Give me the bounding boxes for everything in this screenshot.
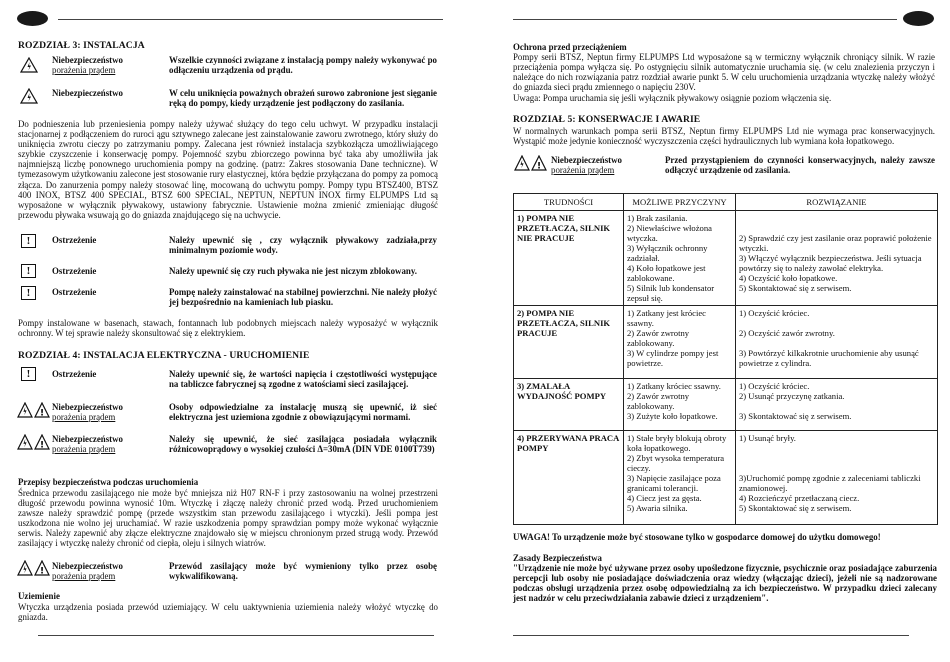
note-label: Ostrzeżenie (52, 287, 97, 297)
overheat-note: Uwaga: Pompa uruchamia się jeśli wyłącznik pływakowy osiągnie poziom włączenia się. (513, 93, 832, 103)
safety-heading-right: Zasady Bezpieczeństwa (513, 553, 602, 563)
double-danger-triangle-icon (17, 560, 51, 576)
svg-text:!: ! (39, 408, 45, 418)
note1-text: Należy upewnić się , czy wyłącznik pływakowy zadziała,przy minimalnym poziomie wody. (169, 235, 437, 256)
svg-text:!: ! (39, 440, 45, 450)
table-row (514, 431, 938, 525)
solution-cell: 1) Oczyścić króciec. 2) Oczyścić zawór zwrotny. 3) Powtórzyć kilkakrotnie uruchomienie aby usunąć powietrze z cylindra. (736, 306, 938, 379)
table-row (514, 211, 938, 306)
note3-text: Pompę należy zainstalować na stabilnej powierzchni. Nie należy płożyć jej bezpośrednio na kamieniach lub piasku. (169, 287, 437, 308)
safety-paragraph-right: "Urządzenie nie może być używane przez osoby upośledzone fizycznie, psychicznie oraz posiadające zaburzenia percepcji lub osoby nie posiadające doświadczenia oraz wiedzy (włączając dzieci), jeżeli nie są nadzorowane podczas obsługi urządzenia przez osobę odpowiedzialną za ich bezpieczeństwo. W przypadku dzieci zalecany jest nadzór w celu przeciwdziałania zabawie dzieci z urządzeniem". (513, 563, 937, 604)
pools-paragraph: Pompy instalowane w basenach, stawach, fontannach lub podobnych miejscach należy wyposażyć w wyłącznik ochronny. W tej sprawie należy skonsultować się z elektrykiem. (18, 318, 438, 339)
table-header: TRUDNOŚCI (514, 194, 624, 211)
exclamation-icon: ! (21, 264, 36, 278)
table-row (514, 306, 938, 379)
bottom-rule-right (513, 635, 909, 636)
danger-triangle-icon (20, 88, 38, 104)
solution-cell: 1) Usunąć bryły. 3)Uruchomić pompę zgodnie z zaleceniami tabliczki znamionowej. 4) Rozcieńczyć przetłaczaną ciecz. 5) Skontaktować się z serwisem. (736, 431, 938, 525)
page-marker-right (903, 11, 934, 26)
double-danger-triangle-icon (514, 155, 548, 171)
causes-cell: 1) Zatkany króciec ssawny. 2) Zawór zwrotny zablokowany. 3) Zużyte koło łopatkowe. (624, 379, 736, 431)
danger3-text: Osoby odpowiedzialne za instalację muszą się upewnić, iż sieć elektryczna jest uziemiona zgodnie z obowiązującymi normami. (169, 402, 437, 423)
double-danger-triangle-icon (17, 402, 51, 418)
solution-cell: 2) Sprawdzić czy jest zasilanie oraz poprawić położenie wtyczki. 3) Włączyć wyłącznik bezpieczeństwa. Jeśli sytuacja powtórzy się to należy zawołać elektryka. 4) Oczyścić koło łopatkowe. 5) Skontaktować się z serwisem. (736, 211, 938, 306)
danger-text: Przed przystąpieniem do czynności konserwacyjnych, należy zawsze odłączyć urządzenie od zasilania. (665, 155, 935, 176)
warn2-text: W celu uniknięcia poważnych obrażeń surowo zabronione jest sięganie ręką do pompy, kiedy urządzenie jest podłączony do zasilania. (169, 88, 437, 109)
safety-paragraph: Średnica przewodu zasilającego nie może być mniejsza niż H07 RN-F i przy zastosowaniu na wolnej przestrzeni długość przewodu powinna wynosić 10m. Wtyczkę i złączę należy chronić przed wodą. Przed uruchomieniem zawsze należy sprawdzić pompę (przede wszystkim stan przewodu zasilającego i wtyczki). Jeśli pompa jest uszkodzona nie wolno jej uruchamiać. W razie uszkodzenia pompy sprawdzian pompy może wykonać wyłącznie serwis. Należy zapewnić aby złącze elektryczne znajdowało się w miejscu chronionym przed strugą wody. Przewód zasilający i wtyczkę należy chronić od ciepła, oleju i silnych wiatrów. (18, 488, 438, 549)
note-label: Ostrzeżenie (52, 369, 97, 379)
note4-text: Należy upewnić się, że wartości napięcia i częstotliwości występujące na tabliczce fabrycznej są zgodne z watościami sieci zasilającej. (169, 369, 437, 390)
danger-label: Niebezpieczeństwo porażenia prądem (52, 402, 123, 423)
earthing-paragraph: Wtyczka urządzenia posiada przewód uziemiający. W celu uaktywnienia uziemienia należy włożyć wtyczkę do gniazda. (18, 602, 438, 623)
exclamation-icon: ! (21, 234, 36, 248)
section4-heading: ROZDZIAŁ 4: INSTALACJA ELEKTRYCZNA - URUCHOMIENIE (18, 350, 310, 361)
causes-cell: 1) Stałe bryły blokują obroty koła łopatkowego. 2) Zbyt wysoka temperatura cieczy. 3) Napięcie zasilające poza granicami tolerancji. 4) Ciecz jest za gęsta. 5) Awaria silnika. (624, 431, 736, 525)
note-label: Ostrzeżenie (52, 266, 97, 276)
danger5-text: Przewód zasilający może być wymieniony tylko przez osobę wykwalifikowaną. (169, 561, 437, 582)
double-danger-triangle-icon (17, 434, 51, 450)
earthing-heading: Uziemienie (18, 591, 60, 601)
danger-triangle-icon (20, 57, 38, 73)
safety-heading: Przepisy bezpieczeństwa podczas uruchomienia (18, 477, 199, 487)
page-right (475, 0, 950, 662)
warn1-text: Wszelkie czynności związane z instalacją pompy należy wykonywać po odłączeniu urządzenia od prądu. (169, 55, 437, 76)
danger-label: Niebezpieczeństwo porażenia prądem (52, 434, 123, 455)
problem-cell: 1) POMPA NIE PRZETŁACZA, SILNIK NIE PRACUJE (514, 211, 624, 306)
uwaga-note: UWAGA! To urządzenie może być stosowane tylko w gospodarce domowej do użytku domowego! (513, 532, 881, 542)
note-label: Ostrzeżenie (52, 235, 97, 245)
troubleshooting-table (513, 193, 938, 525)
exclamation-icon: ! (21, 286, 36, 300)
install-paragraph: Do podnieszenia lub przeniesienia pompy należy używać służący do tego celu uchwyt. W przypadku instalacji stacjonarnej z podłączeniem do ruroci ągu sztywnego zalecane jest zainstalowanie zaworu zwrotnego, który służy do uniknięcia zwrotu cieczy po zatrzymaniu pompy. Zalecana jest również instalacja szybkozłącza umożliwiającego szybkie czyszczenie i konserwację pompy. Pojemność szybu zbiorczego powinna być taka aby umożliwiła jak najmniejszą liczbę ponownego uruchomienia pompy na godzinę. (patrz: Zakres stosowania Dane techniczne). W tymezasowym użytkowaniu zalecone jest stosowanie rury elastycznej, która będzie przyłączana do pompy za pomocą złącza. Do zanurzenia pompy należy stosować linę, mocowaną do uchwytu pompy. Pompy typu BTSZ400, BTSZ 400 INOX, BTSZ 400 SPECIAL, BTSZ 600 SPECIAL, NEPTUN, NEPTUN INOX firmy ELPUMPS Ltd są wyposażone w wyłącznik pływakowy, ustawiony fabrycznie. Ustawienie można zmienić zmieniając długość przewodu pływaka wsuwają go do gniazda znajdującego się na uchwycie. (18, 119, 438, 220)
section3-heading: ROZDZIAŁ 3: INSTALACJA (18, 40, 145, 51)
section5-heading: ROZDZIAŁ 5: KONSERWACJE I AWARIE (513, 114, 701, 125)
danger-label: Niebezpieczeństwo porażenia prądem (551, 155, 622, 176)
table-row (514, 379, 938, 431)
table-header: ROZWIĄZANIE (736, 194, 938, 211)
table-header: MOŻLIWE PRZYCZYNY (624, 194, 736, 211)
page-marker-left (17, 11, 48, 26)
bottom-rule-left (38, 635, 434, 636)
top-rule-right (513, 19, 897, 20)
danger4-text: Należy się upewnić, że sieć zasilająca posiadała wyłącznik różnicowoprądowy o wysokiej czułości Δ=30mA (DIN VDE 0100T739) (169, 434, 437, 455)
table-header-row (514, 194, 938, 211)
overheat-heading: Ochrona przed przeciążeniem (513, 42, 627, 52)
danger-label: Niebezpieczeństwo porażenia prądem (52, 561, 123, 582)
causes-cell: 1) Zatkany jest króciec ssawny. 2) Zawór zwrotny zablokowany. 3) W cylindrze pompy jest powietrze. (624, 306, 736, 379)
causes-cell: 1) Brak zasilania. 2) Niewłaściwe włożona wtyczka. 3) Wyłącznik ochronny zadziałał. 4) Koło łopatkowe jest zablokowane. 5) Silnik lub kondensator zepsuł się. (624, 211, 736, 306)
top-rule-left (58, 19, 443, 20)
overheat-paragraph: Pompy serii BTSZ, Neptun firmy ELPUMPS Ltd wyposażone są w termiczny wyłącznik chroniący silnik. W razie przeciążenia pompa wyłącza się. Po ostygnięciu silnik automatycznie uruchamia się. (w celu znalezienia przyczyn i należące do nich rozwiązania patrz rozdział awarie punkt 5. W celu uruchomienia urządzania wtyczkę należy włożyć do gniazda sieci prądu zmiennego o napięciu 230V. (513, 52, 935, 93)
problem-cell: 2) POMPA NIE PRZETŁACZA, SILNIK PRACUJE (514, 306, 624, 379)
svg-text:!: ! (39, 566, 45, 576)
solution-cell: 1) Oczyścić króciec. 2) Usunąć przyczynę zatkania. 3) Skontaktować się z serwisem. (736, 379, 938, 431)
danger-label-2: Niebezpieczeństwo (52, 88, 123, 98)
svg-text:!: ! (536, 161, 542, 171)
section5-paragraph: W normalnych warunkach pompa serii BTSZ, Neptun firmy ELPUMPS Ltd nie wymaga prac konserwacyjnych. Wystąpić może jedynie konieczność wyczyszczenia części hydraulicznych lub wymiana koła łopatkowego. (513, 126, 935, 147)
danger-label: Niebezpieczeństwo porażenia prądem (52, 55, 123, 76)
problem-cell: 4) PRZERYWANA PRACA POMPY (514, 431, 624, 525)
exclamation-icon: ! (21, 367, 36, 381)
note2-text: Należy upewnić się czy ruch pływaka nie jest niczym zblokowany. (169, 266, 417, 276)
problem-cell: 3) ZMALAŁA WYDAJNOŚĆ POMPY (514, 379, 624, 431)
